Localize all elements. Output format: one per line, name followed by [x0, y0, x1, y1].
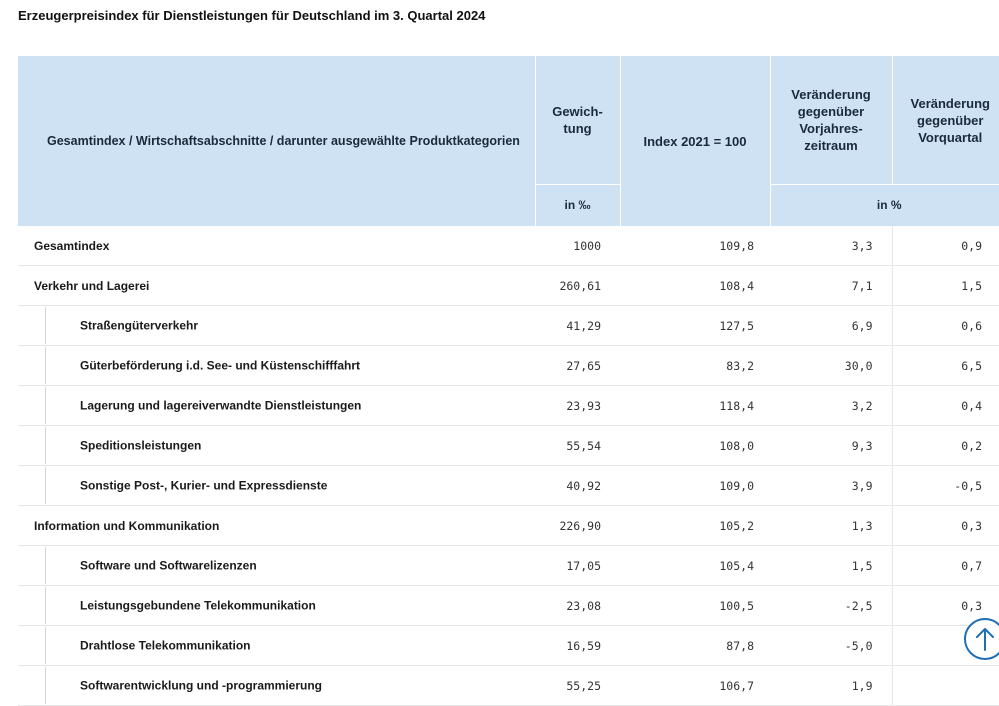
weight-cell: 23,93	[535, 386, 620, 426]
row-label-text: Leistungsgebundene Telekommunikation	[80, 598, 316, 613]
row-label-text: Software und Softwarelizenzen	[80, 558, 257, 573]
row-label: Verkehr und Lagerei	[18, 266, 535, 306]
index-cell: 105,4	[620, 546, 770, 586]
weight-cell: 1000	[535, 226, 620, 266]
qoq-cell: 0,6	[892, 306, 999, 346]
weight-cell: 16,59	[535, 626, 620, 666]
indent-guide	[45, 587, 80, 624]
header-unit-change: in %	[770, 185, 999, 227]
table-row	[18, 226, 999, 266]
table-body	[18, 226, 999, 706]
qoq-cell: 0,3	[892, 506, 999, 546]
indent-guide	[45, 307, 80, 344]
indent-guide	[45, 347, 80, 384]
header-unit-weight: in ‰	[535, 185, 620, 227]
table-row	[18, 386, 999, 426]
table-row	[18, 466, 999, 506]
index-cell: 83,2	[620, 346, 770, 386]
header-yoy: Veränderung gegenüber Vorjahres- zeitraum	[770, 56, 892, 185]
row-label-text: Sonstige Post-, Kurier- und Expressdienste	[80, 478, 328, 493]
row-label: Gesamtindex	[18, 226, 535, 266]
weight-cell: 27,65	[535, 346, 620, 386]
indent-guide	[45, 387, 80, 424]
table-row	[18, 426, 999, 466]
indent-guide	[45, 467, 80, 504]
weight-cell: 23,08	[535, 586, 620, 626]
yoy-cell: 1,3	[770, 506, 892, 546]
qoq-cell: -0,5	[892, 466, 999, 506]
qoq-cell: 6,5	[892, 346, 999, 386]
weight-cell: 40,92	[535, 466, 620, 506]
weight-cell: 55,54	[535, 426, 620, 466]
row-label-text: Softwarentwicklung und -programmierung	[80, 678, 323, 693]
qoq-cell: 0,3	[892, 586, 999, 626]
index-cell: 108,0	[620, 426, 770, 466]
yoy-cell: 6,9	[770, 306, 892, 346]
yoy-cell: 1,9	[770, 666, 892, 706]
table-row	[18, 586, 999, 626]
yoy-cell: 30,0	[770, 346, 892, 386]
index-cell: 100,5	[620, 586, 770, 626]
weight-cell: 226,90	[535, 506, 620, 546]
row-label	[18, 546, 535, 586]
table-row	[18, 506, 999, 546]
yoy-cell: 3,2	[770, 386, 892, 426]
qoq-cell: 0,7	[892, 546, 999, 586]
price-index-table	[18, 56, 999, 706]
index-cell: 127,5	[620, 306, 770, 346]
qoq-cell: 0,9	[892, 226, 999, 266]
yoy-cell: 3,3	[770, 226, 892, 266]
index-cell: 108,4	[620, 266, 770, 306]
row-label: Information und Kommunikation	[18, 506, 535, 546]
row-label-text: Straßengüterverkehr	[80, 318, 199, 333]
qoq-cell: 1,5	[892, 266, 999, 306]
yoy-cell: -2,5	[770, 586, 892, 626]
row-label-text: Lagerung und lagereiverwandte Dienstleistungen	[80, 398, 362, 413]
weight-cell: 260,61	[535, 266, 620, 306]
table-row	[18, 346, 999, 386]
qoq-cell: 0,2	[892, 426, 999, 466]
index-cell: 106,7	[620, 666, 770, 706]
index-cell: 118,4	[620, 386, 770, 426]
row-label-text: Speditionsleistungen	[80, 438, 202, 453]
yoy-cell: 1,5	[770, 546, 892, 586]
qoq-cell	[892, 666, 999, 706]
index-cell: 87,8	[620, 626, 770, 666]
weight-cell: 17,05	[535, 546, 620, 586]
row-label-text: Drahtlose Telekommunikation	[80, 638, 251, 653]
row-label	[18, 466, 535, 506]
index-cell: 105,2	[620, 506, 770, 546]
table-row	[18, 626, 999, 666]
row-label	[18, 666, 535, 706]
yoy-cell: 7,1	[770, 266, 892, 306]
indent-guide	[45, 547, 80, 584]
header-category: Gesamtindex / Wirtschaftsabschnitte / darunter ausgewählte Produktkategorien	[18, 56, 535, 226]
row-label	[18, 586, 535, 626]
table-row	[18, 266, 999, 306]
row-label	[18, 426, 535, 466]
page-title: Erzeugerpreisindex für Dienstleistungen für Deutschland im 3. Quartal 2024	[18, 8, 486, 23]
scroll-to-top-button[interactable]	[964, 618, 999, 660]
indent-guide	[45, 427, 80, 464]
arrow-up-icon	[974, 626, 996, 652]
row-label	[18, 306, 535, 346]
index-cell: 109,8	[620, 226, 770, 266]
qoq-cell: 0,4	[892, 386, 999, 426]
yoy-cell: -5,0	[770, 626, 892, 666]
weight-cell: 55,25	[535, 666, 620, 706]
row-label-text: Güterbeförderung i.d. See- und Küstenschifffahrt	[80, 358, 361, 373]
index-cell: 109,0	[620, 466, 770, 506]
indent-guide	[45, 667, 80, 704]
header-qoq: Veränderung gegenüber Vorquartal	[892, 56, 999, 185]
table-row	[18, 546, 999, 586]
yoy-cell: 3,9	[770, 466, 892, 506]
header-index: Index 2021 = 100	[620, 56, 770, 226]
table-row	[18, 666, 999, 706]
row-label	[18, 386, 535, 426]
row-label	[18, 626, 535, 666]
header-weight: Gewich- tung	[535, 56, 620, 185]
indent-guide	[45, 627, 80, 664]
table-row	[18, 306, 999, 346]
yoy-cell: 9,3	[770, 426, 892, 466]
row-label	[18, 346, 535, 386]
weight-cell: 41,29	[535, 306, 620, 346]
